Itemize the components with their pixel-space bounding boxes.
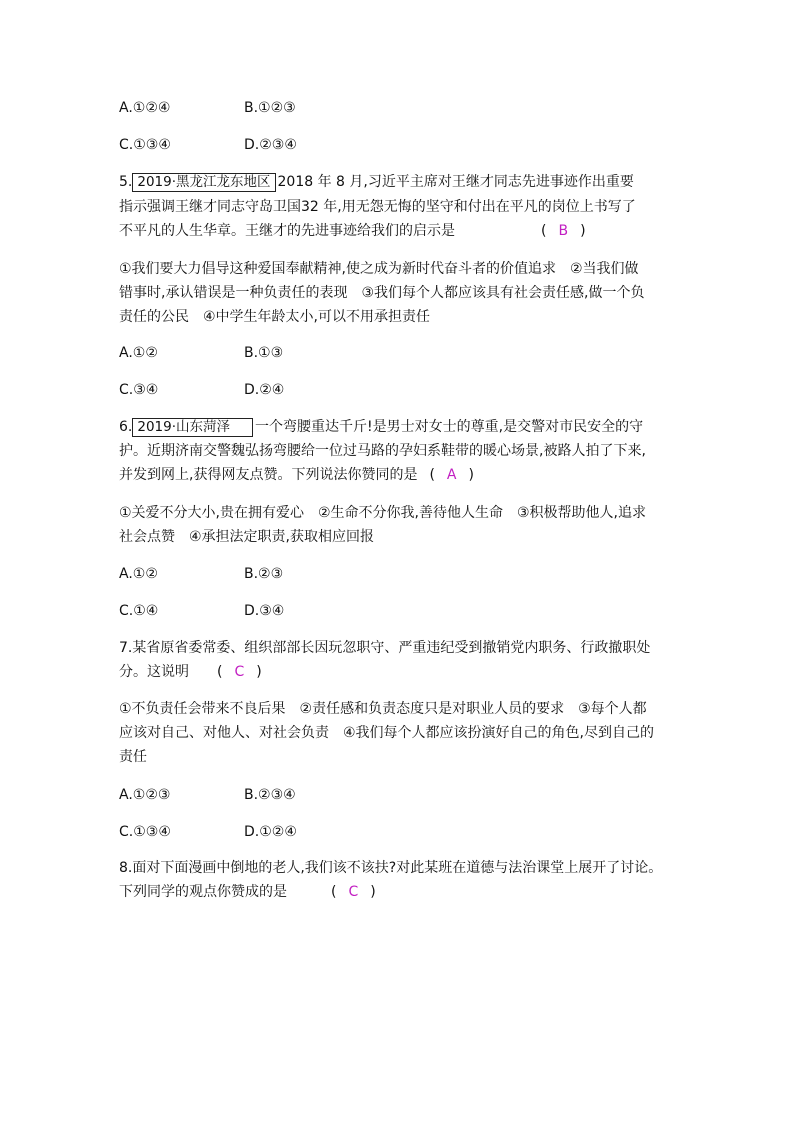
q7-option-d: D.①②④: [244, 824, 297, 840]
q6-option-c: C.①④: [119, 603, 159, 619]
q7-option-c: C.①③④: [119, 824, 171, 840]
q5-stem-line-2: 指示强调王继才同志守岛卫国32 年,用无怨无悔的坚守和付出在平凡的岗位上书写了: [119, 199, 636, 215]
q5-option-a: A.①②: [119, 345, 158, 361]
q5-statement-line-3: 责任的公民 ④中学生年龄太小,可以不用承担责任: [119, 309, 430, 325]
q7-stem-line-2: 分。这说明 ( C ): [119, 664, 262, 680]
q6-source-tag: 2019·山东菏泽: [132, 418, 253, 437]
q5-number: 5.: [119, 174, 133, 190]
q8-answer: C: [348, 884, 359, 900]
q5-statement-line-1: ①我们要大力倡导这种爱国奉献精神,使之成为新时代奋斗者的价值追求 ②当我们做: [119, 261, 639, 277]
q6-answer: A: [446, 467, 457, 483]
q4-option-a: A.①②④: [119, 100, 171, 116]
q7-statement-line-1: ①不负责任会带来不良后果 ②责任感和负责态度只是对职业人员的要求 ③每个人都: [119, 701, 647, 717]
q7-answer-bracket: ( C ): [217, 664, 262, 680]
q6-option-b: B.②③: [244, 566, 284, 582]
q6-stem-line-3: 并发到网上,获得网友点赞。下列说法你赞同的是 ( A ): [119, 467, 474, 483]
q5-option-c: C.③④: [119, 382, 159, 398]
q7-option-a: A.①②③: [119, 787, 171, 803]
q7-option-b: B.②③④: [244, 787, 296, 803]
q6-statement-line-1: ①关爱不分大小,贵在拥有爱心 ②生命不分你我,善待他人生命 ③积极帮助他人,追求: [119, 505, 647, 521]
q6-statement-line-2: 社会点赞 ④承担法定职责,获取相应回报: [119, 529, 374, 545]
q7-answer: C: [234, 664, 245, 680]
q7-stem-line-1: 7.某省原省委常委、组织部部长因玩忽职守、严重违纪受到撤销党内职务、行政撤职处: [119, 640, 651, 656]
q7-statement-line-3: 责任: [119, 749, 147, 765]
q5-answer: B: [558, 223, 569, 239]
q6-number: 6.: [119, 419, 133, 435]
q6-stem-line-2: 护。近期济南交警魏弘扬弯腰给一位过马路的孕妇系鞋带的暖心场景,被路人拍了下来,: [119, 443, 646, 459]
q5-stem-line-1: [119, 172, 634, 192]
q5-statement-line-2: 错事时,承认错误是一种负责任的表现 ③我们每个人都应该具有社会责任感,做一个负: [119, 285, 645, 301]
q8-answer-bracket: ( C ): [331, 884, 376, 900]
q7-statement-line-2: 应该对自己、对他人、对社会负责 ④我们每个人都应该扮演好自己的角色,尽到自己的: [119, 725, 654, 741]
q4-option-b: B.①②③: [244, 100, 296, 116]
q6-option-d: D.③④: [244, 603, 285, 619]
q5-stem-line-3: 不平凡的人生华章。王继才的先进事迹给我们的启示是 ( B ): [119, 223, 586, 239]
q5-source-tag: 2019·黑龙江龙东地区: [132, 173, 275, 192]
q4-option-d: D.②③④: [244, 137, 297, 153]
q8-stem-line-1: 8.面对下面漫画中倒地的老人,我们该不该扶?对此某班在道德与法治课堂上展开了讨论。: [119, 860, 663, 876]
q4-option-c: C.①③④: [119, 137, 171, 153]
q6-answer-bracket: ( A ): [429, 467, 474, 483]
q8-stem-line-2: 下列同学的观点你赞成的是 ( C ): [119, 884, 376, 900]
q6-stem-text: 一个弯腰重达千斤!是男士对女士的尊重,是交警对市民安全的守: [255, 419, 644, 435]
q5-option-d: D.②④: [244, 382, 285, 398]
q5-option-b: B.①③: [244, 345, 284, 361]
q6-option-a: A.①②: [119, 566, 158, 582]
q5-stem-text: 2018 年 8 月,习近平主席对王继才同志先进事迹作出重要: [277, 174, 634, 190]
q6-stem-line-1: [119, 417, 643, 437]
q5-answer-bracket: ( B ): [541, 223, 586, 239]
